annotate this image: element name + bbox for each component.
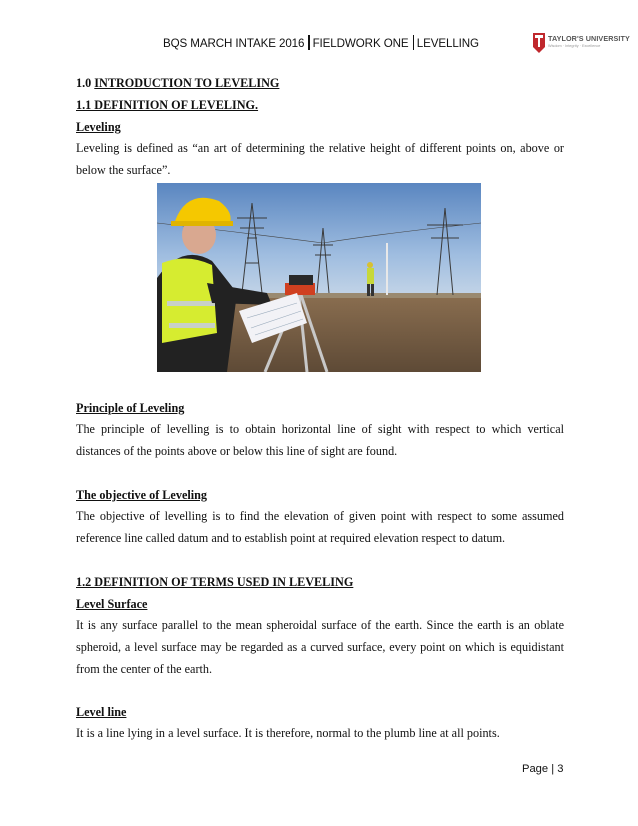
term-heading-leveling — [76, 120, 121, 135]
level-surface-text: It is any surface parallel to the mean spheroidal surface of the earth. Since the earth is an oblate spheroid, a level surface may be regarded as a curved surface, every point on which is equidistant from the center of the earth. — [76, 618, 564, 676]
section-title: INTRODUCTION TO LEVELING — [94, 76, 280, 90]
term-heading-level-surface — [76, 597, 147, 612]
page-number: Page | 3 — [522, 763, 564, 775]
term-heading-objective — [76, 488, 207, 503]
subsection-title: 1.2 DEFINITION OF TERMS USED IN LEVELING — [76, 575, 354, 589]
header-intake: BQS MARCH INTAKE 2016 — [163, 37, 305, 50]
surveyor-illustration — [157, 183, 481, 372]
term-heading-level-line — [76, 705, 126, 720]
leveling-definition: Leveling is defined as “an art of determining the relative height of different points on, above or below the surface”. — [76, 141, 564, 177]
section-number: 1.0 — [76, 76, 92, 90]
term-title: The objective of Leveling — [76, 488, 207, 502]
term-heading-principle — [76, 401, 184, 416]
header-topic: LEVELLING — [416, 37, 479, 50]
surveyor-photo — [157, 183, 481, 372]
subsection-heading-definition — [76, 98, 258, 113]
level-line-text: It is a line lying in a level surface. It is therefore, normal to the plumb line at all points. — [76, 726, 500, 740]
logo-tagline: Wisdom · Integrity · Excellence — [548, 44, 601, 48]
principle-text: The principle of levelling is to obtain horizontal line of sight with respect to which vertical distances of the points above or below this line of sight are found. — [76, 422, 564, 458]
term-title: Leveling — [76, 120, 121, 134]
subsection-title: 1.1 DEFINITION OF LEVELING. — [76, 98, 259, 112]
crest-icon — [533, 33, 545, 53]
header-text — [163, 35, 479, 50]
term-title: Principle of Leveling — [76, 401, 185, 415]
header-fieldwork: FIELDWORK ONE — [312, 37, 409, 50]
subsection-heading-terms — [76, 575, 353, 590]
objective-text: The objective of levelling is to find the elevation of given point with respect to some assumed reference line called datum and to establish point at required elevation respect to datum. — [76, 509, 564, 545]
university-logo — [533, 32, 630, 56]
header-separator — [308, 35, 309, 50]
header-separator — [413, 35, 414, 50]
term-title: Level line — [76, 705, 127, 719]
term-title: Level Surface — [76, 597, 148, 611]
section-heading-introduction — [76, 76, 279, 91]
logo-name: TAYLOR'S UNIVERSITY — [548, 34, 630, 43]
